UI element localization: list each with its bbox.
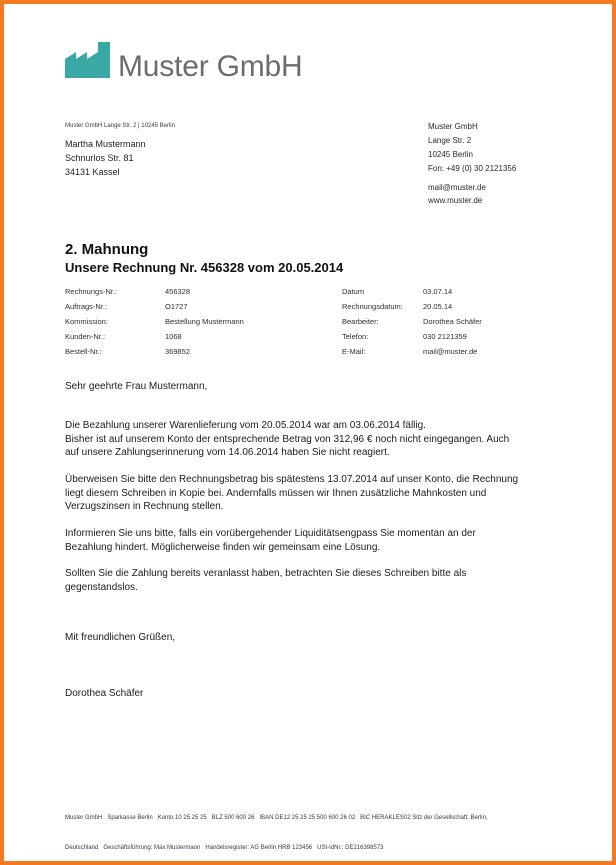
body-line: Sollten Sie die Zahlung bereits veranlasst haben, betrachten Sie dieses Schreiben bitte als <box>65 568 467 579</box>
info-label: Kunden-Nr.: <box>65 331 106 341</box>
info-value: 03.07.14 <box>423 286 453 296</box>
info-value: 1068 <box>165 331 182 341</box>
body-line: auf unsere Zahlungserinnerung vom 14.06.2014 haben Sie nicht reagiert. <box>65 447 390 458</box>
info-value: 030 2121359 <box>423 331 467 341</box>
info-row <box>65 329 482 344</box>
signature-name: Dorothea Schäfer <box>65 688 144 699</box>
info-label: Bearbeiter: <box>342 316 379 326</box>
body-line: Informieren Sie uns bitte, falls ein vorübergehender Liquiditätsengpass Sie momentan an der <box>65 528 476 539</box>
body-line: liegt diesem Schreiben in Kopie bei. Andernfalls müssen wir Ihnen zusätzliche Mahnkosten und <box>65 487 487 499</box>
info-label: Telefon: <box>342 331 369 341</box>
sender-city: 10245 Berlin <box>428 150 473 159</box>
footer-line: Muster GmbH Sparkasse Berlin Konto 10 25 25 25 BLZ 500 600 26 IBAN DE12 25 25 25 500 600 26 02 BIC HERAKLES02 Sitz der Gesellschaft: Berlin, <box>65 815 488 821</box>
paragraph-4 <box>65 567 466 594</box>
closing-phrase: Mit freundlichen Grüßen, <box>65 632 176 643</box>
body-line: gegenstandslos. <box>65 581 138 593</box>
salutation: Sehr geehrte Frau Mustermann, <box>65 381 208 392</box>
recipient-name: Martha Mustermann <box>65 139 146 149</box>
invoice-info-table <box>65 284 482 359</box>
sender-company: Muster GmbH <box>428 122 478 131</box>
document-subtitle: Unsere Rechnung Nr. 456328 vom 20.05.2014 <box>65 260 344 275</box>
sender-street: Lange Str. 2 <box>428 136 472 145</box>
info-label: Auftrags-Nr.: <box>65 301 108 311</box>
info-value: 369852 <box>165 346 191 356</box>
logo-company-name: Muster GmbH <box>118 50 303 83</box>
body-line: Bezahlung hindert. Möglicherweise finden wir gemeinsam eine Lösung. <box>65 541 381 553</box>
info-row <box>65 314 482 329</box>
sender-contact-block <box>428 181 486 207</box>
info-label: Bestell-Nr.: <box>65 346 102 356</box>
sender-website: www.muster.de <box>428 195 483 205</box>
info-value: 456328 <box>165 286 191 296</box>
info-label: Rechnungs-Nr.: <box>65 286 118 296</box>
paragraph-3 <box>65 527 476 554</box>
info-value: 20.05.14 <box>423 301 453 311</box>
info-value: O1727 <box>165 301 188 311</box>
info-label: Datum <box>342 286 365 296</box>
body-line: Bisher ist auf unserem Konto der entsprechende Betrag von 312,96 € noch nicht eingegangen. Auch <box>65 433 510 445</box>
info-label: E-Mail: <box>342 346 366 356</box>
paragraph-2 <box>65 473 518 514</box>
info-row <box>65 284 482 299</box>
recipient-city: 34131 Kassel <box>65 167 120 177</box>
footer-line: Deutschland Geschäftsführung: Max Mustermann Handelsregister: AG Berlin HRB 123456 USt-IdNr.: DE216398573 <box>65 845 384 851</box>
page-footer <box>65 793 488 865</box>
sender-return-line: Muster GmbH Lange Str. 2 | 10245 Berlin <box>65 123 175 129</box>
recipient-address <box>65 137 146 179</box>
body-line: Die Bezahlung unserer Warenlieferung vom 20.05.2014 war am 03.06.2014 fällig. <box>65 420 426 431</box>
sender-phone: Fon: +49 (0) 30 2121356 <box>428 164 517 173</box>
body-line: Überweisen Sie bitte den Rechnungsbetrag bis spätestens 13.07.2014 auf unser Konto, die Rechnung <box>65 474 519 485</box>
sender-address-block <box>428 120 516 176</box>
paragraph-1 <box>65 419 509 460</box>
info-value: mail@muster.de <box>423 346 478 356</box>
recipient-street: Schnurlos Str. 81 <box>65 153 134 163</box>
document-title: 2. Mahnung <box>65 241 149 258</box>
info-row <box>65 344 482 359</box>
factory-icon <box>65 42 111 78</box>
sender-email: mail@muster.de <box>428 182 486 192</box>
body-line: Verzugszinsen in Rechnung stellen. <box>65 501 224 512</box>
info-label: Rechnungsdatum: <box>342 301 403 311</box>
info-value: Bestellung Mustermann <box>165 316 244 326</box>
info-row <box>65 299 482 314</box>
info-label: Kommission: <box>65 316 108 326</box>
info-value: Dorothea Schäfer <box>423 316 482 326</box>
